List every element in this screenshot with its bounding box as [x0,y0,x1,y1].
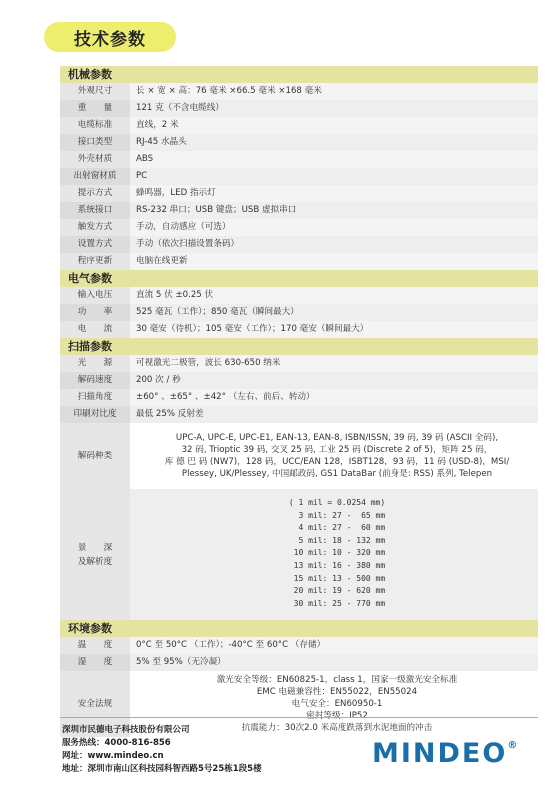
page-title: 技术参数 [44,22,176,52]
symbologies-row [60,423,538,489]
spec-row [60,654,538,671]
spec-row [60,219,538,236]
spec-label: 电 流 [60,321,130,338]
spec-label: 接口类型 [60,134,130,151]
registered-mark: ® [507,740,518,751]
address: 地址：深圳市南山区科技园科智西路5号25栋1段5楼 [62,764,262,774]
spec-value: ABS [130,151,538,168]
spec-row [60,236,538,253]
mechanical-rows [60,83,538,270]
spec-label: 印刷对比度 [60,406,130,423]
spec-value: 525 毫瓦（工作）；850 毫瓦（瞬间最大） [130,304,538,321]
spec-label: 湿 度 [60,654,130,671]
spec-value: 直流 5 伏 ±0.25 伏 [130,287,538,304]
spec-label: 外观尺寸 [60,83,130,100]
regulatory-line: 电气安全：EN60950-1 [291,699,383,709]
spec-value: 5% 至 95%（无冷凝） [130,654,538,671]
section-header-mechanical: 机械参数 [60,66,538,83]
hotline: 服务热线：4000-816-856 [62,738,171,748]
spec-label: 重 量 [60,100,130,117]
spec-row [60,372,538,389]
depth-line: 30 mil: 25 - 770 mm [288,598,386,608]
symbology-line: 库 德 巴 码 (NW7)，128 码，UCC/EAN 128，ISBT128，93 码，11 码 (USD-8)，MSI/ [164,457,510,467]
spec-row [60,304,538,321]
symbology-line: Plessey, UK/Plessey, 中国邮政码, GS1 DataBar (前身是: RSS) 系列, Telepen [181,469,493,479]
symbology-line: UPC-A, UPC-E, UPC-E1, EAN-13, EAN-8, ISBN/ISSN, 39 码, 39 码 (ASCII 全码), [175,433,499,443]
spec-row [60,355,538,372]
section-header-electrical: 电气参数 [60,270,538,287]
spec-value: 0°C 至 50°C （工作）；-40°C 至 60°C （存储） [130,637,538,654]
spec-row [60,83,538,100]
electrical-rows [60,287,538,338]
spec-value: 121 克（不含电缆线） [130,100,538,117]
spec-table [60,66,538,737]
spec-label: 温 度 [60,637,130,654]
spec-label: 功 率 [60,304,130,321]
brand-name: MINDEO [372,738,508,769]
spec-value: 手动（依次扫描设置条码） [130,236,538,253]
spec-row [60,389,538,406]
spec-label: 光 源 [60,355,130,372]
depth-line: 20 mil: 19 - 620 mm [288,586,386,596]
spec-row [60,151,538,168]
depth-line: 10 mil: 10 - 320 mm [288,548,386,558]
regulatory-line: 抗震能力：30次2.0 米高度跌落到水泥地面的冲击 [241,723,433,733]
spec-label: 解码速度 [60,372,130,389]
symbologies-list [130,423,538,489]
depth-line: 3 mil: 27 - 65 mm [288,510,386,520]
depth-label-line: 景 深 [77,542,113,553]
company-name: 深圳市民德电子科技股份有限公司 [62,725,190,735]
depth-label [60,489,130,620]
depth-line: 5 mil: 18 - 132 mm [288,535,386,545]
depth-line: 13 mil: 16 - 380 mm [288,560,386,570]
spec-label: 输入电压 [60,287,130,304]
spec-value: 30 毫安（待机）；105 毫安（工作）；170 毫安（瞬间最大） [130,321,538,338]
spec-value: 手动，自动感应（可选） [130,219,538,236]
spec-label: 出射窗材质 [60,168,130,185]
spec-label: 系统接口 [60,202,130,219]
brand-logo [372,738,517,769]
spec-value: RS-232 串口；USB 键盘；USB 虚拟串口 [130,202,538,219]
spec-label: 电缆标准 [60,117,130,134]
spec-value: 电脑在线更新 [130,253,538,270]
symbology-line: 32 码, Trioptic 39 码, 交叉 25 码, 工业 25 码 (Discrete 2 of 5)，矩阵 25 码， [181,445,493,455]
spec-value: 最低 25% 反射差 [130,406,538,423]
scan-rows [60,355,538,423]
spec-value: 蜂鸣器，LED 指示灯 [130,185,538,202]
spec-row [60,253,538,270]
spec-value: 直线，2 米 [130,117,538,134]
spec-row [60,202,538,219]
spec-value: 200 次 / 秒 [130,372,538,389]
spec-label: 外壳材质 [60,151,130,168]
spec-label: 触发方式 [60,219,130,236]
depth-line: 4 mil: 27 - 60 mm [288,523,386,533]
spec-value: PC [130,168,538,185]
spec-row [60,185,538,202]
website: 网址：www.mindeo.cn [62,751,164,761]
depth-label-line: 及解析度 [77,556,113,567]
spec-row [60,134,538,151]
regulatory-line: EMC 电磁兼容性：EN55022，EN55024 [256,687,418,697]
depth-line: ( 1 mil = 0.0254 mm) [288,498,386,507]
regulatory-line: 密封等级：IP52 [306,711,368,721]
spec-row [60,168,538,185]
depth-values [130,489,538,620]
spec-row [60,117,538,134]
regulatory-label: 安全法规 [60,671,130,737]
regulatory-line: 激光安全等级：EN60825-1，class 1，国家一级激光安全标准 [216,675,458,685]
symbologies-label: 解码种类 [60,423,130,489]
spec-label: 扫描角度 [60,389,130,406]
spec-label: 设置方式 [60,236,130,253]
spec-value: ±60° 、±65° 、±42° （左右、前后、转动） [130,389,538,406]
spec-value: RJ-45 水晶头 [130,134,538,151]
depth-row [60,489,538,620]
spec-row [60,100,538,117]
spec-row [60,637,538,654]
spec-row [60,287,538,304]
spec-label: 提示方式 [60,185,130,202]
spec-value: 长 × 宽 × 高：76 毫米 ×66.5 毫米 ×168 毫米 [130,83,538,100]
environment-rows [60,637,538,671]
depth-line: 15 mil: 13 - 500 mm [288,573,386,583]
section-header-scan: 扫描参数 [60,338,538,355]
section-header-environment: 环境参数 [60,620,538,637]
spec-row [60,321,538,338]
footer-divider [60,717,538,718]
footer-contact [62,724,262,776]
spec-label: 程序更新 [60,253,130,270]
spec-value: 可视激光二极管，波长 630-650 纳米 [130,355,538,372]
spec-row [60,406,538,423]
